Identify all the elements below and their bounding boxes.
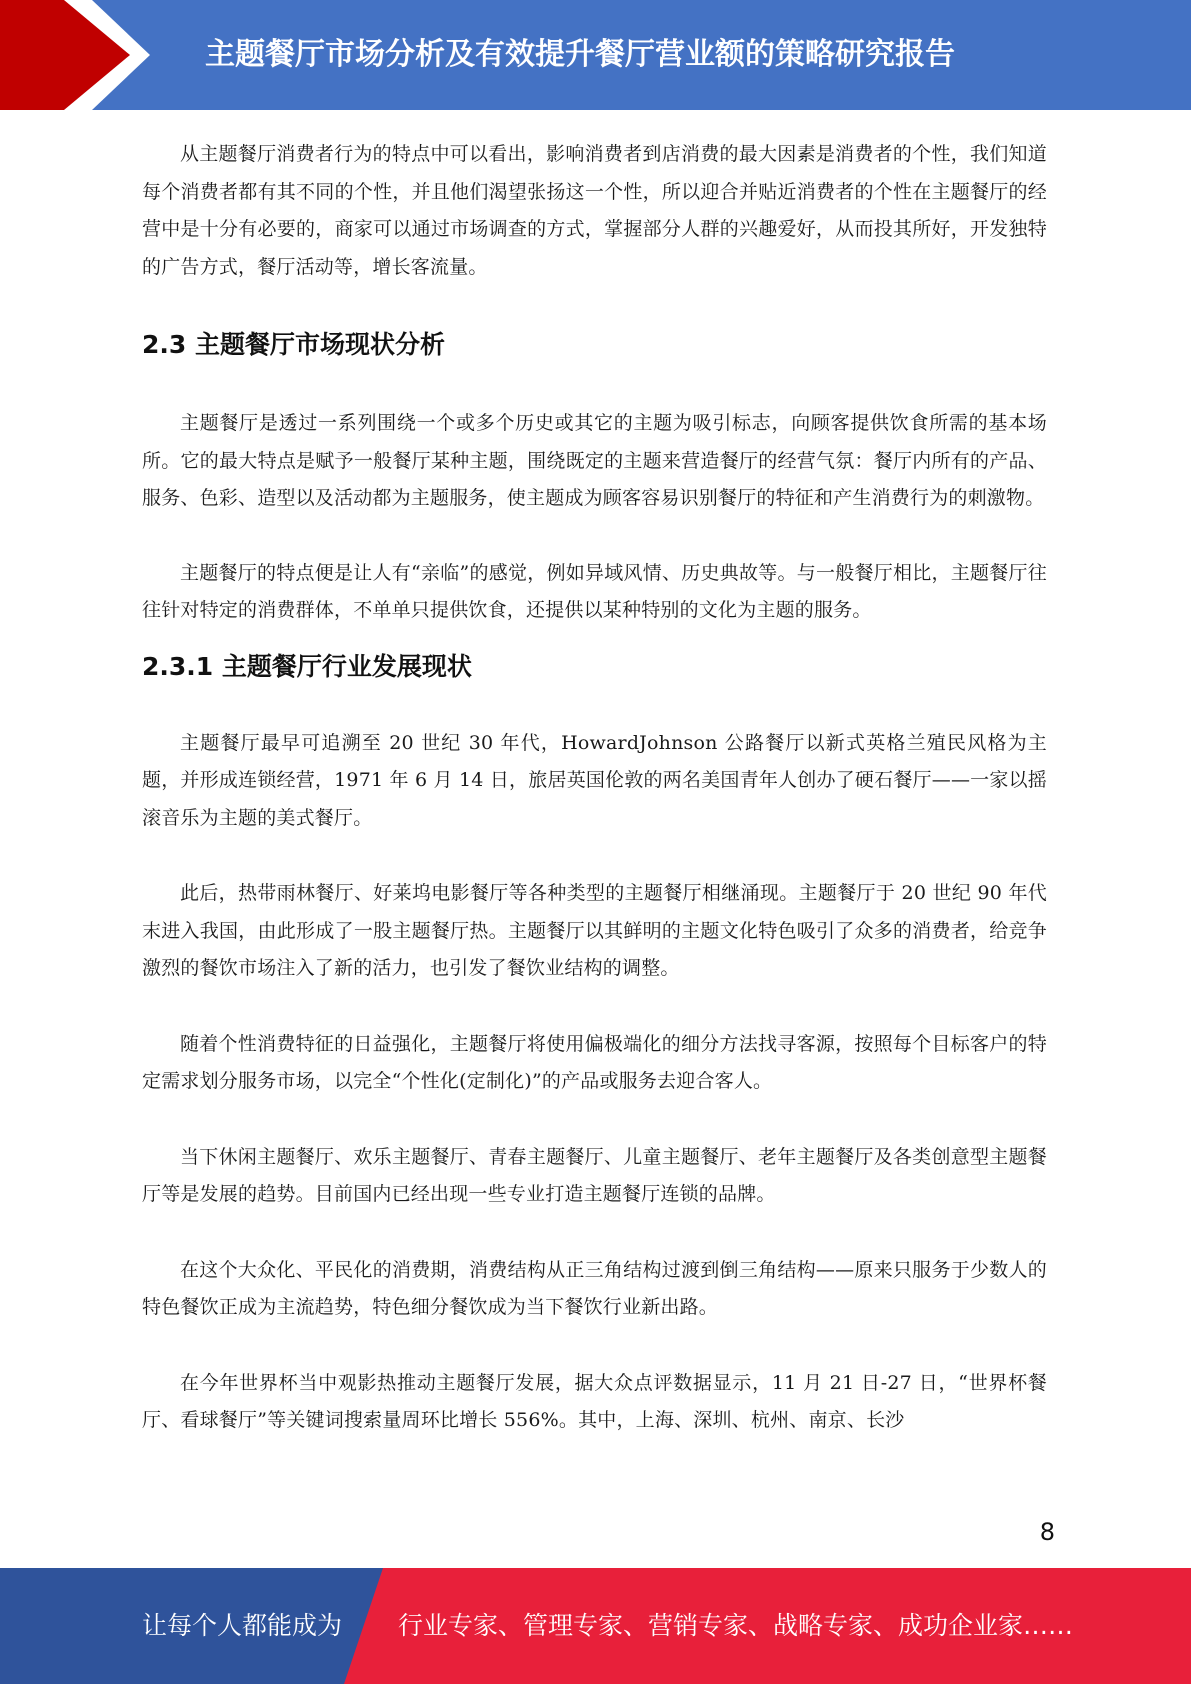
paragraph-consumer-personality: 从主题餐厅消费者行为的特点中可以看出，影响消费者到店消费的最大因素是消费者的个性，我们知道每个消费者都有其不同的个性，并且他们渴望张扬这一个性，所以迎合并贴近消费者的个性在主题餐厅的经营中是十分有必要的，商家可以通过市场调查的方式，掌握部分人群的兴趣爱好，从而投其所好，开发独特的广告方式，餐厅活动等，增长客流量。	[142, 143, 1047, 278]
footer-slogan-left: 让每个人都能成为	[142, 1611, 343, 1640]
paragraph-theme-restaurant-features: 主题餐厅的特点便是让人有“亲临”的感觉，例如异域风情、历史典故等。与一般餐厅相比，主题餐厅往往针对特定的消费群体，不单单只提供饮食，还提供以某种特别的文化为主题的服务。	[142, 561, 1047, 621]
paragraph-theme-restaurant-definition: 主题餐厅是透过一系列围绕一个或多个历史或其它的主题为吸引标志，向顾客提供饮食所需的基本场所。它的最大特点是赋予一般餐厅某种主题，围绕既定的主题来营造餐厅的经营气氛：餐厅内所有的产品、服务、色彩、造型以及活动都为主题服务，使主题成为顾客容易识别餐厅的特征和产生消费行为的刺激物。	[142, 412, 1047, 509]
paragraph-personalization: 随着个性消费特征的日益强化，主题餐厅将使用偏极端化的细分方法找寻客源，按照每个目标客户的特定需求划分服务市场，以完全“个性化(定制化)”的产品或服务去迎合客人。	[142, 1032, 1047, 1092]
paragraph-history: 主题餐厅最早可追溯至 20 世纪 30 年代，HowardJohnson 公路餐厅以新式英格兰殖民风格为主题，并形成连锁经营，1971 年 6 月 14 日，旅居英国伦敦的两名美国青年人创办了硬石餐厅——一家以摇滚音乐为主题的美式餐厅。	[142, 731, 1047, 829]
page-footer	[0, 1568, 1191, 1684]
section-heading-2-3: 2.3 主题餐厅市场现状分析	[142, 330, 445, 359]
footer-slogan-right: 行业专家、管理专家、营销专家、战略专家、成功企业家……	[398, 1611, 1074, 1640]
page-header	[0, 0, 1191, 110]
header-title: 主题餐厅市场分析及有效提升餐厅营业额的策略研究报告	[205, 37, 955, 72]
paragraph-trends: 当下休闲主题餐厅、欢乐主题餐厅、青春主题餐厅、儿童主题餐厅、老年主题餐厅及各类创意型主题餐厅等是发展的趋势。目前国内已经出现一些专业打造主题餐厅连锁的品牌。	[142, 1145, 1047, 1205]
paragraph-consumption-structure: 在这个大众化、平民化的消费期，消费结构从正三角结构过渡到倒三角结构——原来只服务于少数人的特色餐饮正成为主流趋势，特色细分餐饮成为当下餐饮行业新出路。	[142, 1258, 1047, 1318]
page-number: 8	[1039, 1518, 1055, 1546]
paragraph-development-in-china: 此后，热带雨林餐厅、好莱坞电影餐厅等各种类型的主题餐厅相继涌现。主题餐厅于 20 世纪 90 年代末进入我国，由此形成了一股主题餐厅热。主题餐厅以其鲜明的主题文化特色吸引了众多的消费者，给竞争激烈的餐饮市场注入了新的活力，也引发了餐饮业结构的调整。	[142, 882, 1047, 979]
page-content	[142, 136, 1047, 1440]
paragraph-world-cup: 在今年世界杯当中观影热推动主题餐厅发展，据大众点评数据显示，11 月 21 日-27 日，“世界杯餐厅、看球餐厅”等关键词搜索量周环比增长 556%。其中，上海、深圳、杭州、南京、长沙	[142, 1371, 1047, 1431]
section-heading-2-3-1: 2.3.1 主题餐厅行业发展现状	[142, 651, 472, 681]
